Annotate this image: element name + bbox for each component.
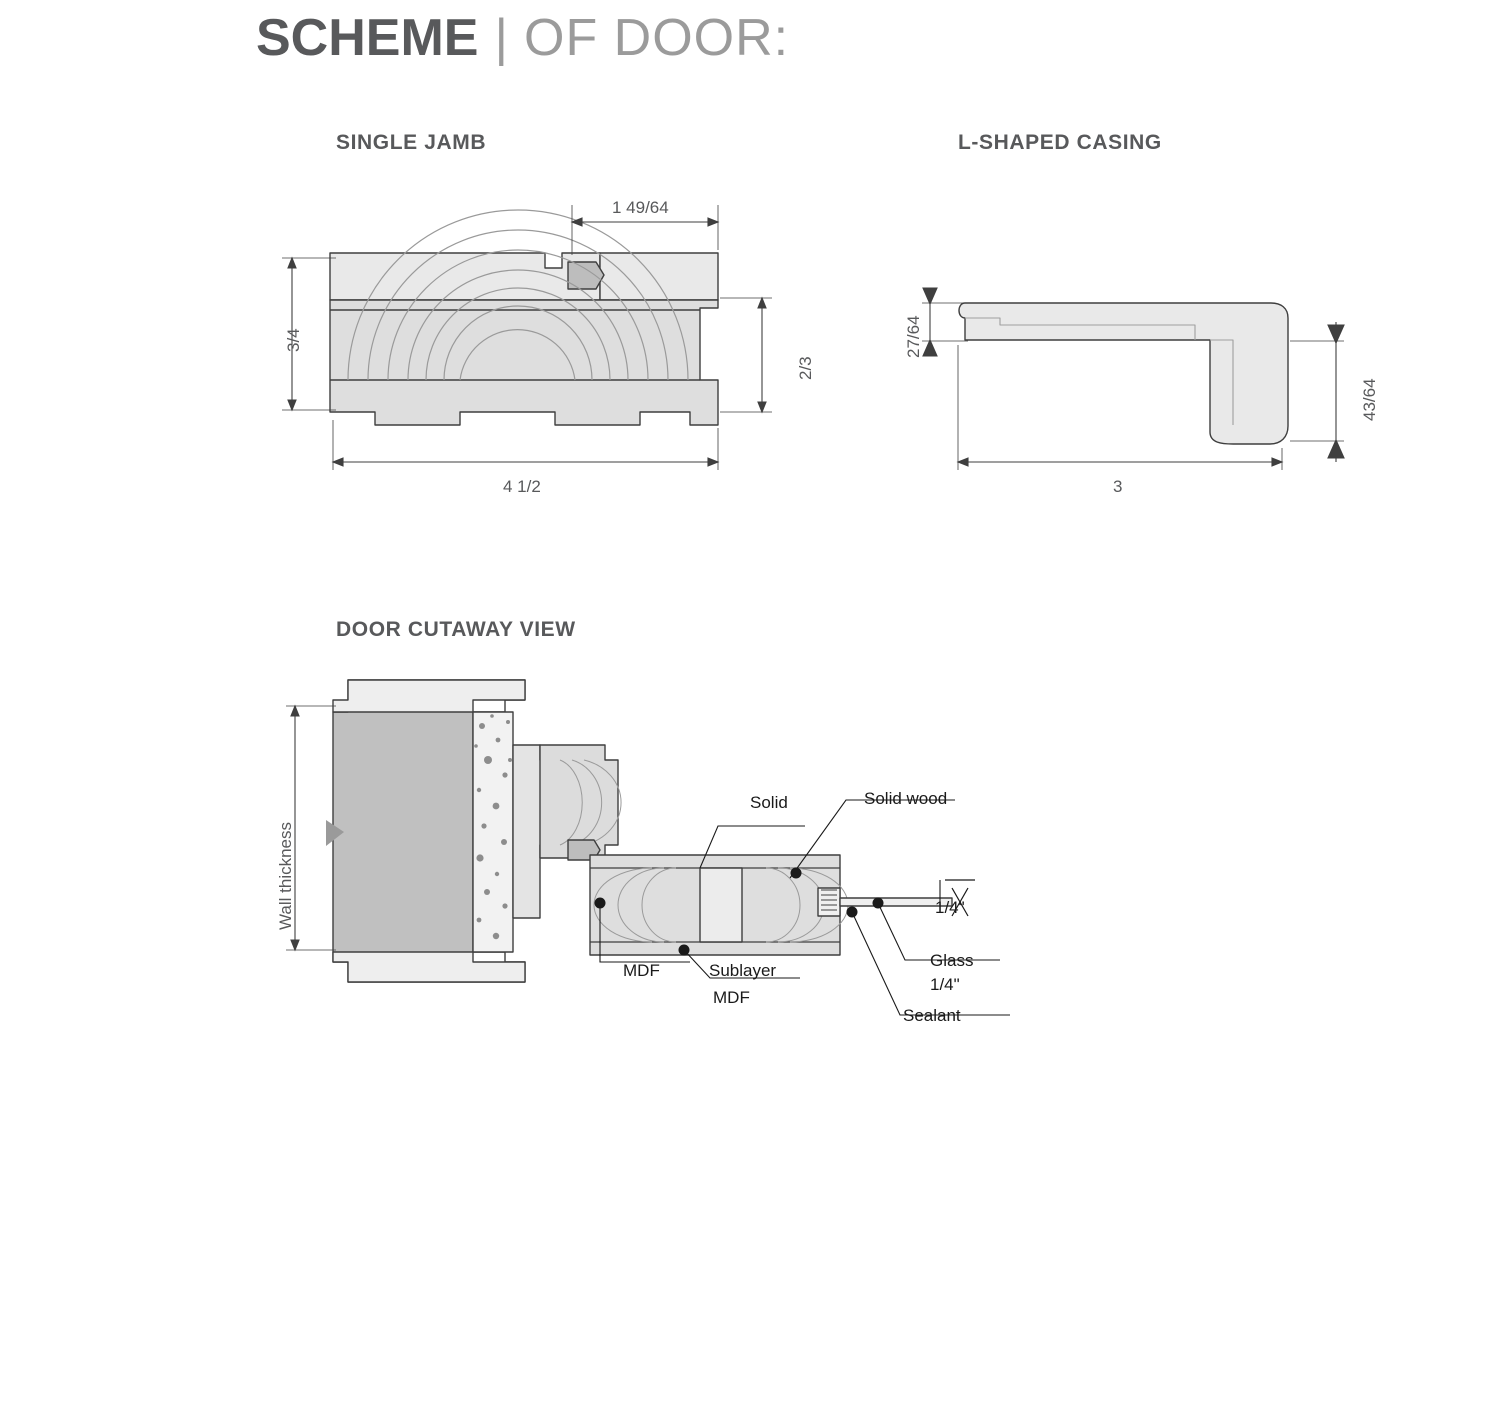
dim-casing-bottom-width: 3 (1113, 477, 1123, 496)
title-strong: SCHEME (256, 9, 479, 67)
callout-mdf-left: MDF (623, 961, 660, 980)
section-title-single-jamb: SINGLE JAMB (336, 131, 487, 154)
dim-jamb-left-height: 3/4 (284, 328, 303, 352)
callout-sublayer: Sublayer (709, 961, 777, 980)
callout-sealant: Sealant (903, 1006, 961, 1025)
dim-glass-gap: 1/4" (935, 898, 965, 917)
callout-mdf-bottom: MDF (713, 988, 750, 1007)
section-title-door-cutaway-view: DOOR CUTAWAY VIEW (336, 618, 576, 641)
dim-casing-right-height: 43/64 (1360, 378, 1379, 421)
callout-solid-wood: Solid wood (864, 789, 948, 808)
title-divider: | (494, 9, 508, 67)
dim-jamb-bottom-width: 4 1/2 (503, 477, 541, 496)
title-light: OF DOOR: (524, 9, 790, 67)
dim-wall-thickness: Wall thickness (276, 821, 295, 930)
dim-jamb-top-width: 1 49/64 (612, 198, 669, 217)
callout-glass-thickness: 1/4" (930, 975, 960, 994)
section-title-l-shaped-casing: L-SHAPED CASING (958, 131, 1162, 154)
callout-solid: Solid (750, 793, 788, 812)
dim-casing-left-height: 27/64 (904, 315, 923, 358)
dim-jamb-right-height: 2/3 (796, 356, 815, 380)
callout-glass: Glass (930, 951, 974, 970)
